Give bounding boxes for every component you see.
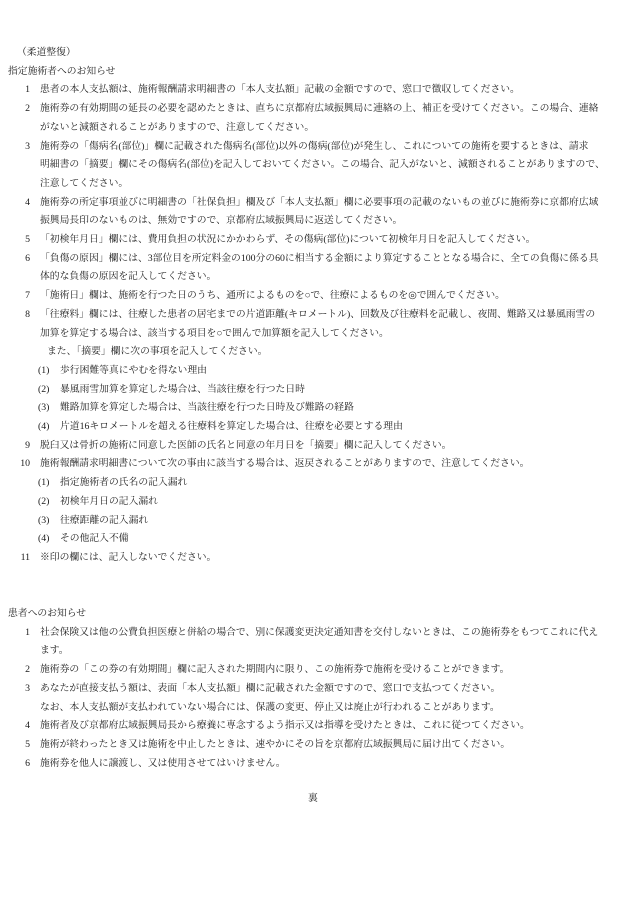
item-text: 施術券の有効期間の延長の必要を認めたときは、直ちに京都府広域振興局に連絡の上、補正を受けてください。この場合、連絡 xyxy=(40,103,599,115)
sub-item-marker: (4) xyxy=(38,421,50,433)
notice-item xyxy=(0,680,630,699)
item-number: 1 xyxy=(25,84,30,96)
sub-item-marker: (3) xyxy=(38,402,50,414)
notice-item xyxy=(0,624,630,643)
item-number: 4 xyxy=(25,196,30,208)
item-text: 「施術日」欄は、施術を行つた日のうち、通所によるものを○で、往療によるものを◎で囲んでください。 xyxy=(40,290,505,302)
item-text: 「負傷の原因」欄には、3部位目を所定料金の100分の60に相当する金額により算定することとなる場合に、全ての負傷に係る具 xyxy=(40,252,599,264)
sub-item-marker: (1) xyxy=(38,364,50,376)
sub-item-text: 暴風雨雪加算を算定した場合は、当該往療を行つた日時 xyxy=(60,383,305,395)
item-number: 9 xyxy=(25,439,30,451)
notice-item xyxy=(0,81,630,100)
item-text: 「初検年月日」欄には、費用負担の状況にかかわらず、その傷病(部位)について初検年月日を記入してください。 xyxy=(40,234,536,246)
notice-item xyxy=(0,138,630,157)
item-text: 施術が終わったとき又は施術を中止したときは、速やかにその旨を京都府広域振興局に届け出てください。 xyxy=(40,738,511,750)
sub-item xyxy=(0,474,630,493)
notice-item xyxy=(0,287,630,306)
item-text-continued: 体的な負傷の原因を記入してください。 xyxy=(40,271,217,283)
item-text: 社会保険又は他の公費負担医療と併給の場合で、別に保護変更決定通知書を交付しないときは、この施術券をもつてこれに代え xyxy=(40,626,599,638)
sub-item xyxy=(0,418,630,437)
item-number: 5 xyxy=(25,234,30,246)
item-number: 6 xyxy=(25,252,30,264)
item-text: 施術者及び京都府広域振興局長から療養に専念するよう指示又は指導を受けたときは、これに従つてください。 xyxy=(40,720,530,732)
sub-item-marker: (3) xyxy=(38,514,50,526)
item-text-continued: がないと減額されることがありますので、注意してください。 xyxy=(40,121,315,133)
section-heading: 患者へのお知らせ xyxy=(8,608,87,619)
item-note: また、「摘要」欄に次の事項を記入してください。 xyxy=(47,346,268,358)
patient-notice-section xyxy=(0,605,630,773)
practitioner-notice-section xyxy=(0,44,630,568)
item-number: 4 xyxy=(25,720,30,732)
item-number: 6 xyxy=(25,757,30,769)
notice-item xyxy=(0,437,630,456)
notice-item xyxy=(0,549,630,568)
page-side-label: 裏 xyxy=(308,793,318,804)
notice-item xyxy=(0,250,630,269)
notice-item xyxy=(0,661,630,680)
sub-item xyxy=(0,530,630,549)
item-number: 8 xyxy=(25,308,30,320)
item-text: ※印の欄には、記入しないでください。 xyxy=(40,551,217,563)
item-text: 「往療料」欄には、往療した患者の居宅までの片道距離(キロメートル)、回数及び往療料を記載し、夜間、難路又は暴風雨雪の xyxy=(40,308,596,320)
notice-item xyxy=(0,306,630,325)
sub-item xyxy=(0,362,630,381)
item-text: 施術券の「この券の有効期間」欄に記入された期間内に限り、この施術券で施術を受けることができます。 xyxy=(40,664,510,676)
sub-item xyxy=(0,381,630,400)
item-number: 10 xyxy=(20,458,30,470)
item-text: 施術券の「傷病名(部位)」欄に記載された傷病名(部位)以外の傷病(部位)が発生し、これについての施術を要するときは、請求 xyxy=(40,140,589,152)
item-number: 3 xyxy=(25,682,30,694)
sub-item-text: 歩行困難等真にやむを得ない理由 xyxy=(60,364,207,376)
section-heading: 指定施術者へのお知らせ xyxy=(8,65,116,77)
notice-item xyxy=(0,717,630,736)
sub-item-text: 指定施術者の氏名の記入漏れ xyxy=(60,477,188,489)
sub-item-text: 初検年月日の記入漏れ xyxy=(60,495,158,507)
notice-item xyxy=(0,736,630,755)
item-text: 患者の本人支払額は、施術報酬請求明細書の「本人支払額」記載の金額ですので、窓口で徴収してください。 xyxy=(40,84,520,96)
category-label: （柔道整復） xyxy=(17,47,76,58)
sub-item-text: 片道16キロメートルを超える往療料を算定した場合は、往療を必要とする理由 xyxy=(60,421,403,433)
item-number: 11 xyxy=(20,551,30,563)
notice-item xyxy=(0,100,630,119)
sub-item-text: 難路加算を算定した場合は、当該往療を行つた日時及び難路の経路 xyxy=(60,402,354,414)
item-number: 7 xyxy=(25,290,30,302)
item-number: 2 xyxy=(25,103,30,115)
notice-item xyxy=(0,194,630,213)
item-text: 施術報酬請求明細書について次の事由に該当する場合は、返戻されることがありますので、注意してください。 xyxy=(40,458,530,470)
item-text-continued: 加算を算定する場合は、該当する項目を○で囲んで加算額を記入してください。 xyxy=(40,327,389,339)
item-text: 施術券を他人に譲渡し、又は使用させてはいけません。 xyxy=(40,757,286,769)
sub-item-marker: (2) xyxy=(38,383,50,395)
sub-item xyxy=(0,493,630,512)
sub-item-marker: (1) xyxy=(38,477,50,489)
sub-item xyxy=(0,399,630,418)
notice-item xyxy=(0,455,630,474)
item-text-continued: 注意してください。 xyxy=(40,177,129,189)
item-text: 施術券の所定事項並びに明細書の「社保負担」欄及び「本人支払額」欄に必要事項の記載のないもの並びに施術券に京都府広域 xyxy=(40,196,599,208)
sub-item-text: その他記入不備 xyxy=(60,533,129,545)
item-number: 1 xyxy=(25,626,30,638)
item-text: あなたが直接支払う額は、表面「本人支払額」欄に記載された金額ですので、窓口で支払つてください。 xyxy=(40,682,501,694)
item-text-continued: ます。 xyxy=(40,645,69,657)
sub-item-marker: (2) xyxy=(38,495,50,507)
sub-item xyxy=(0,512,630,531)
notice-item xyxy=(0,755,630,774)
sub-item-text: 往療距離の記入漏れ xyxy=(60,514,149,526)
notice-item xyxy=(0,231,630,250)
item-number: 3 xyxy=(25,140,30,152)
item-text-continued: 振興局長印のないものは、無効ですので、京都府広域振興局に返送してください。 xyxy=(40,215,403,227)
item-text-continued: なお、本人支払額が支払われていない場合には、保護の変更、停止又は廃止が行われることがあります。 xyxy=(40,701,500,713)
sub-item-marker: (4) xyxy=(38,533,50,545)
item-number: 2 xyxy=(25,664,30,676)
item-text-continued: 明細書の「摘要」欄にその傷病名(部位)を記入しておいてください。この場合、記入がないと、減額されることがありますので、 xyxy=(40,159,605,171)
item-text: 脱臼又は骨折の施術に同意した医師の氏名と同意の年月日を「摘要」欄に記入してください。 xyxy=(40,439,452,451)
item-number: 5 xyxy=(25,738,30,750)
